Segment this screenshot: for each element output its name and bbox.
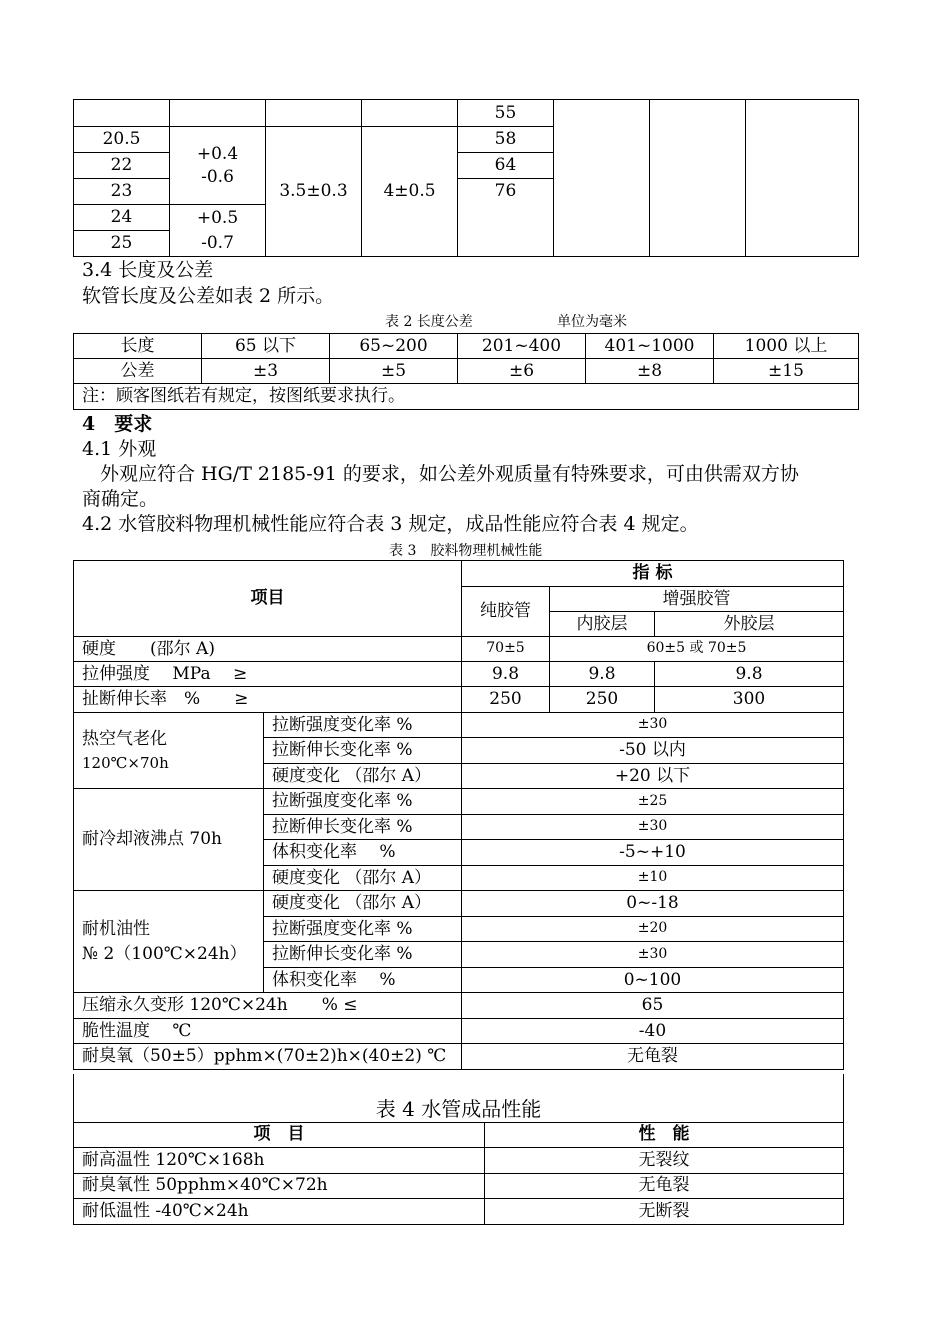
table2-unit: 单位为毫米	[557, 314, 627, 330]
rubber-properties-table	[73, 560, 844, 1070]
table-cell: 58	[458, 127, 554, 153]
table-cell: 70±5	[462, 637, 550, 662]
table-cell: 体积变化率 %	[264, 840, 462, 866]
length-tolerance-table	[73, 333, 859, 410]
section-3-4-heading: 3.4 长度及公差	[82, 259, 214, 281]
table-cell: ±30	[462, 815, 844, 840]
table-cell: 76	[458, 179, 554, 257]
table-cell: 9.8	[462, 662, 550, 687]
table-header-outer: 外胶层	[655, 612, 844, 637]
table-cell: 0~100	[462, 968, 844, 993]
table-cell: 65	[462, 993, 844, 1019]
table-header-item: 项目	[74, 561, 462, 637]
table-cell: ±10	[462, 866, 844, 891]
tolerance-cell: +0.4 -0.6	[170, 127, 266, 205]
table-cell: ±30	[462, 942, 844, 968]
table-cell: 23	[74, 179, 170, 205]
table-header-reinforced: 增强胶管	[550, 587, 844, 612]
table-cell: ±30	[462, 713, 844, 738]
table-cell: ±20	[462, 917, 844, 942]
table-cell: 硬度变化 （邵尔 A）	[264, 764, 462, 789]
table-header-index: 指 标	[462, 561, 844, 587]
table-cell: 55	[458, 100, 554, 127]
section-4-2-text: 4.2 水管胶料物理机械性能应符合表 3 规定，成品性能应符合表 4 规定。	[82, 513, 699, 535]
coolant-label: 耐冷却液沸点 70h	[74, 789, 264, 891]
table-cell: 拉断强度变化率 %	[264, 713, 462, 738]
table3-caption: 表 3 胶料物理机械性能	[389, 543, 543, 559]
section-3-4-text: 软管长度及公差如表 2 所示。	[82, 285, 335, 307]
table-cell: 耐低温性 -40℃×24h	[74, 1198, 485, 1224]
table-cell: 250	[550, 687, 655, 713]
table-cell: 耐高温性 120℃×168h	[74, 1147, 485, 1173]
wall-cell: 4±0.5	[362, 127, 458, 257]
table-row-label: 耐臭氧（50±5）pphm×(70±2)h×(40±2) ℃	[74, 1044, 462, 1070]
table-cell: 22	[74, 153, 170, 179]
table-header: 1000 以上	[714, 334, 859, 359]
table4-caption: 表 4 水管成品性能	[74, 1074, 844, 1122]
table-header: 65 以下	[202, 334, 330, 359]
dimension-table	[73, 99, 859, 257]
table-row-label: 脆性温度 ℃	[74, 1019, 462, 1044]
table-cell: ±15	[714, 359, 859, 384]
table-cell: +20 以下	[462, 764, 844, 789]
thickness-cell: 3.5±0.3	[266, 127, 362, 257]
table-cell: 硬度变化 （邵尔 A）	[264, 891, 462, 917]
table-cell: 250	[462, 687, 550, 713]
table-cell: -50 以内	[462, 738, 844, 764]
table-cell: 拉断强度变化率 %	[264, 789, 462, 815]
section-4-heading: 4 要求	[82, 413, 153, 435]
table2-caption: 表 2 长度公差	[385, 314, 473, 330]
table-cell: -40	[462, 1019, 844, 1044]
section-4-1-heading: 4.1 外观	[82, 438, 157, 460]
table-cell: 拉断强度变化率 %	[264, 917, 462, 942]
table-header-performance: 性 能	[485, 1122, 844, 1147]
table-cell: 体积变化率 %	[264, 968, 462, 993]
table-cell: 无龟裂	[485, 1173, 844, 1198]
table-cell: 0~-18	[462, 891, 844, 917]
section-4-1-text-cont: 商确定。	[82, 488, 159, 510]
heat-aging-label: 热空气老化 120℃×70h	[74, 713, 264, 789]
section-4-1-text: 外观应符合 HG/T 2185-91 的要求，如公差外观质量有特殊要求，可由供需双方协	[100, 463, 799, 485]
table-cell: 无断裂	[485, 1198, 844, 1224]
oil-resistance-label: 耐机油性 № 2（100℃×24h）	[74, 891, 264, 993]
table-row-label: 扯断伸长率 % ≥	[74, 687, 462, 713]
table-cell: 60±5 或 70±5	[550, 637, 844, 662]
table-cell: 公差	[74, 359, 202, 384]
table-header-item: 项 目	[74, 1122, 485, 1147]
table-header: 65~200	[330, 334, 458, 359]
table-note: 注：顾客图纸若有规定，按图纸要求执行。	[74, 384, 859, 410]
table-cell: 24	[74, 205, 170, 231]
table-cell: 25	[74, 231, 170, 257]
table-row-label: 压缩永久变形 120℃×24h % ≤	[74, 993, 462, 1019]
product-performance-table	[73, 1074, 844, 1225]
table-header-pure: 纯胶管	[462, 587, 550, 637]
table-cell: ±25	[462, 789, 844, 815]
table-cell: 无裂纹	[485, 1147, 844, 1173]
table-header: 长度	[74, 334, 202, 359]
table-header: 201~400	[458, 334, 586, 359]
table-cell: ±8	[586, 359, 714, 384]
table-cell: 拉断伸长变化率 %	[264, 815, 462, 840]
table-row-label: 硬度 (邵尔 A)	[74, 637, 462, 662]
table-row-label: 拉伸强度 MPa ≥	[74, 662, 462, 687]
table-cell: ±5	[330, 359, 458, 384]
table-cell: 耐臭氧性 50pphm×40℃×72h	[74, 1173, 485, 1198]
table-cell: 300	[655, 687, 844, 713]
tolerance-cell: +0.5 -0.7	[170, 205, 266, 257]
table-cell: 20.5	[74, 127, 170, 153]
table-cell: ±6	[458, 359, 586, 384]
table-cell: 9.8	[550, 662, 655, 687]
table-cell: -5~+10	[462, 840, 844, 866]
table-header: 401~1000	[586, 334, 714, 359]
table-cell: 硬度变化 （邵尔 A）	[264, 866, 462, 891]
table-cell: ±3	[202, 359, 330, 384]
table-cell: 拉断伸长变化率 %	[264, 738, 462, 764]
table-cell: 9.8	[655, 662, 844, 687]
table-cell: 64	[458, 153, 554, 179]
table-cell: 拉断伸长变化率 %	[264, 942, 462, 968]
table-header-inner: 内胶层	[550, 612, 655, 637]
table-cell: 无龟裂	[462, 1044, 844, 1070]
